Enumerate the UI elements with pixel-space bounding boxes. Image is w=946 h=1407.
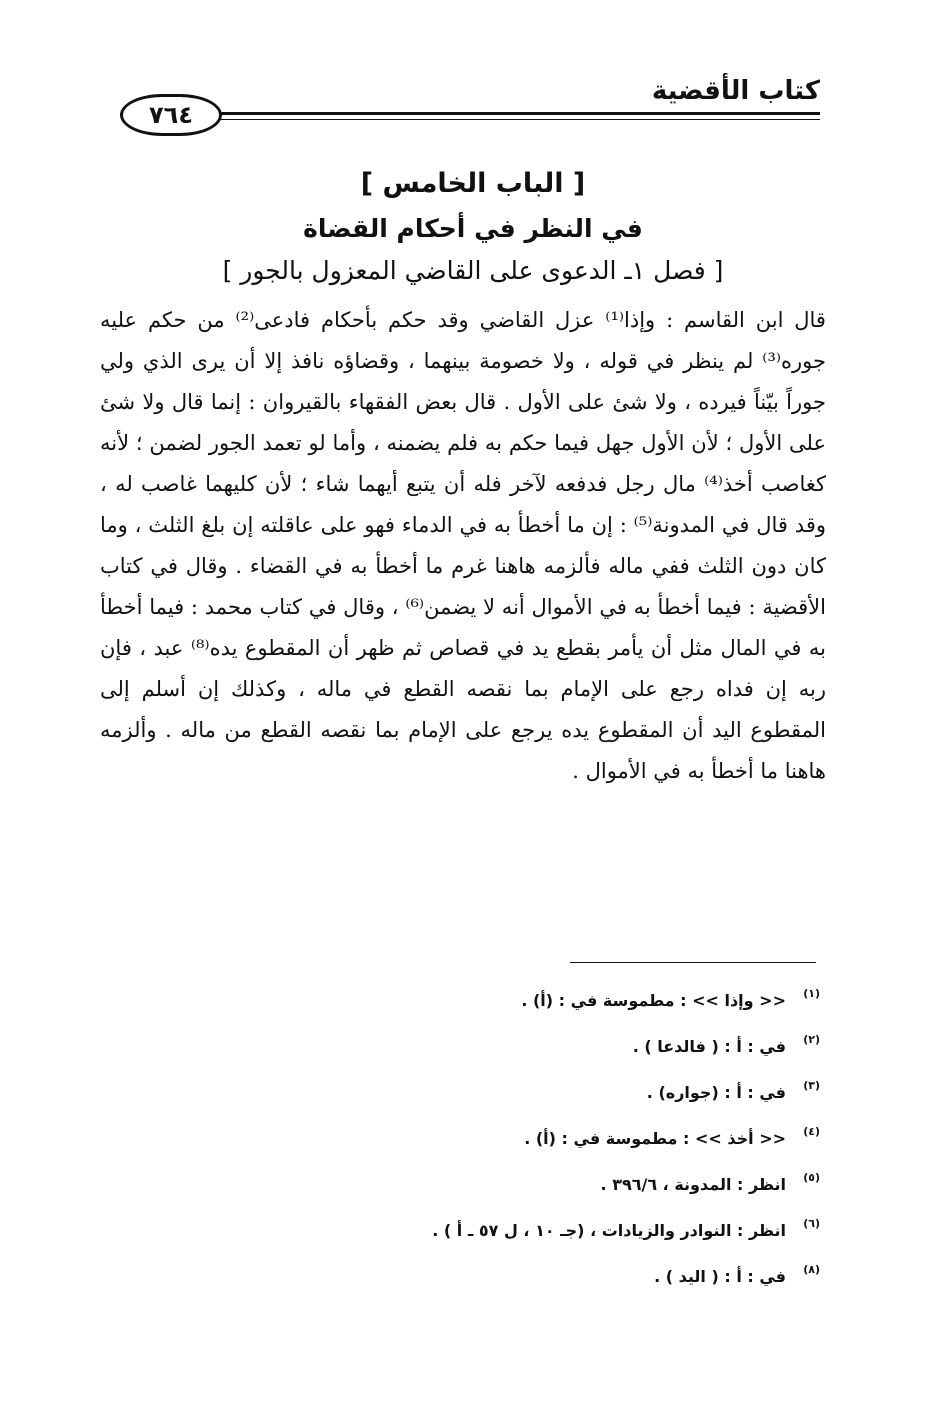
footnote-text: << وإذا >> : مطموسة في : (أ) . bbox=[521, 991, 786, 1010]
footnote-number: (٣) bbox=[803, 1079, 820, 1092]
footnote-text: انظر : المدونة ، ٣٩٦/٦ . bbox=[600, 1175, 786, 1194]
footnote-number: (٢) bbox=[803, 1033, 820, 1046]
footnote-item bbox=[320, 1029, 820, 1075]
footnote-number: (٨) bbox=[803, 1263, 820, 1276]
footnote-text: << أخذ >> : مطموسة في : (أ) . bbox=[524, 1129, 786, 1148]
section-heading: [ فصل ١ـ الدعوى على القاضي المعزول بالجور ] bbox=[222, 256, 724, 285]
footnote-item bbox=[320, 1075, 820, 1121]
chapter-heading: [ الباب الخامس ] bbox=[360, 168, 586, 199]
main-paragraph: قال ابن القاسم : وإذا⁽¹⁾ عزل القاضي وقد حكم بأحكام فادعى⁽²⁾ من حكم عليه جوره⁽³⁾ لم ينظر في قوله ، ولا خصومة بينهما ، وقضاؤه نافذ إلا أن يرى الذي ولي جوراً بيّناً فيرده ، ولا شئ على الأول . قال بعض الفقهاء بالقيروان : إنما قال ولا شئ على الأول ؛ لأن الأول جهل فيما حكم به فلم يضمنه ، وأما لو تعمد الجور لضمن ؛ لأنه كغاصب أخذ⁽⁴⁾ مال رجل فدفعه لآخر فله أن يتبع أيهما شاء ؛ لأن كليهما غاصب له ، وقد قال في المدونة⁽⁵⁾ : إن ما أخطأ به في الدماء فهو على عاقلته إن بلغ الثلث ، وما كان دون الثلث ففي ماله فألزمه هاهنا غرم ما أخطأ به في القضاء . وقال في كتاب الأقضية : فيما أخطأ به في الأموال أنه لا يضمن⁽⁶⁾ ، وقال في كتاب محمد : فيما أخطأ به في المال مثل أن يأمر بقطع يد في قصاص ثم ظهر أن المقطوع يده⁽⁸⁾ عبد ، فإن ربه إن فداه رجع على الإمام بما نقصه القطع في ماله ، وكذلك إن أسلم إلى المقطوع اليد أن المقطوع يده يرجع على الإمام بما نقصه القطع من ماله . وألزمه هاهنا ما أخطأ به في الأموال . bbox=[100, 308, 826, 783]
header-rule-thick bbox=[160, 112, 820, 115]
footnote-number: (٤) bbox=[803, 1125, 820, 1138]
chapter-subtitle: في النظر في أحكام القضاة bbox=[303, 214, 643, 243]
book-title: كتاب الأقضية bbox=[651, 76, 820, 106]
footnote-item bbox=[320, 983, 820, 1029]
footnote-number: (١) bbox=[803, 987, 820, 1000]
footnote-text: انظر : النوادر والزيادات ، (جـ ١٠ ، ل ٥٧ ـ أ ) . bbox=[432, 1221, 786, 1240]
footnote-item bbox=[320, 1167, 820, 1213]
page-number: ٧٦٤ bbox=[149, 101, 193, 129]
footnote-text: في : أ : ( فالدعا ) . bbox=[632, 1037, 786, 1056]
footnote-item bbox=[320, 1259, 820, 1305]
footnote-number: (٦) bbox=[803, 1217, 820, 1230]
page-header bbox=[100, 70, 820, 130]
footnotes-list bbox=[320, 983, 820, 1305]
page-number-frame bbox=[120, 94, 222, 136]
footnote-text: في : أ : ( اليد ) . bbox=[654, 1267, 786, 1286]
footnote-number: (٥) bbox=[803, 1171, 820, 1184]
footnote-separator bbox=[570, 962, 816, 963]
footnote-item bbox=[320, 1121, 820, 1167]
footnote-text: في : أ : (جواره) . bbox=[646, 1083, 786, 1102]
footnote-item bbox=[320, 1213, 820, 1259]
header-rule-thin bbox=[160, 119, 820, 120]
